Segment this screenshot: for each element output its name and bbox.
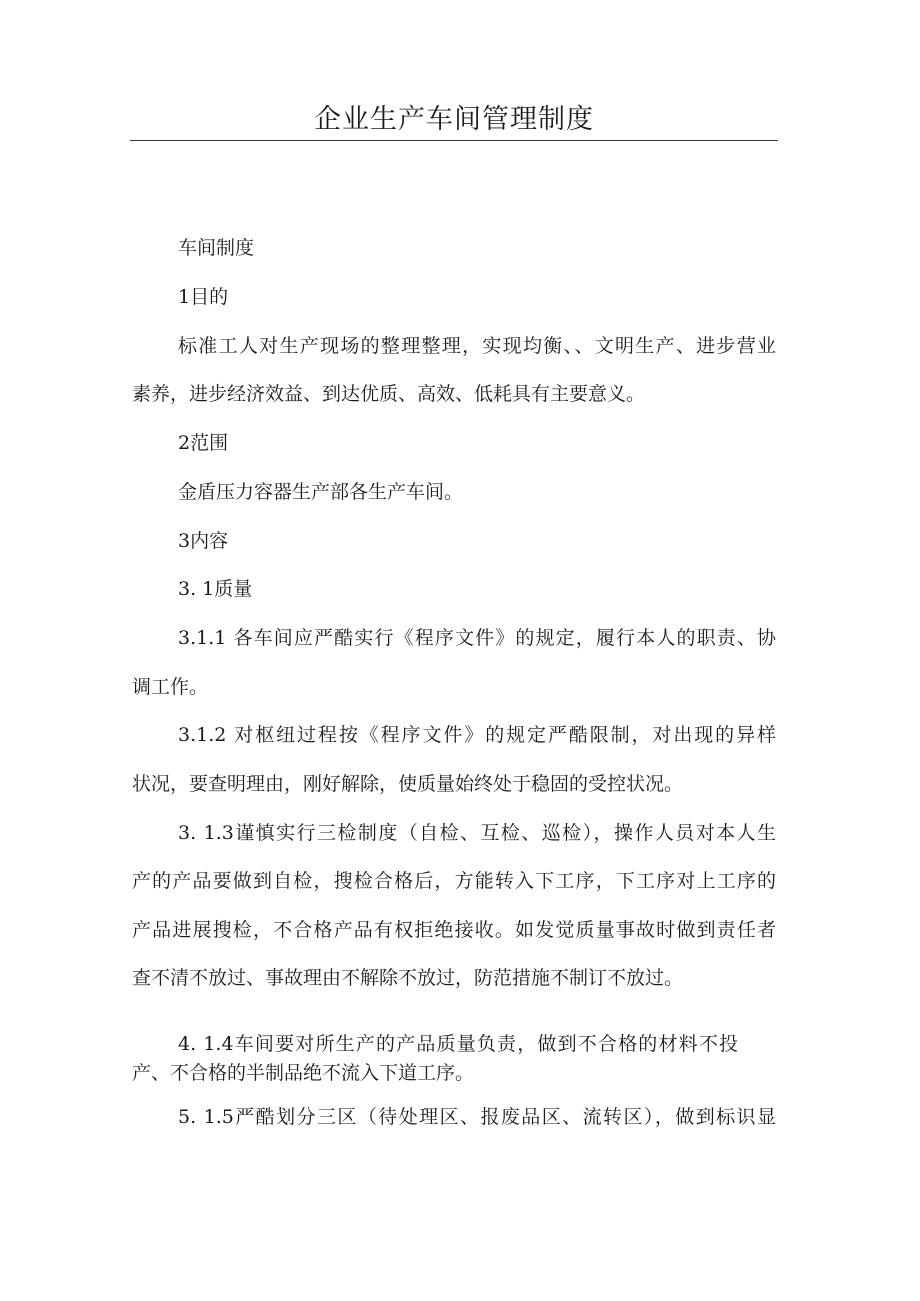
- paragraph-line: 4. 1.4车间要对所生产的产品质量负责，做到不合格的材料不投: [178, 1033, 738, 1055]
- page-title: 企业生产车间管理制度: [314, 104, 594, 135]
- paragraph-line: 标准工人对生产现场的整理整理，实现均衡、、文明生产、进步营业: [178, 335, 776, 357]
- paragraph-line: 产、不合格的半制品绝不流入下道工序。: [132, 1062, 475, 1084]
- paragraph-line: 调工作。: [132, 676, 209, 698]
- paragraph-line: 产的产品要做到自检，搜检合格后，方能转入下工序，下工序对上工序的: [132, 870, 776, 892]
- section-2-heading: 2范围: [178, 432, 229, 454]
- paragraph-line: 金盾压力容器生产部各生产车间。: [178, 481, 464, 503]
- paragraph-line: 3.1.2 对枢纽过程按《程序文件》的规定严酷限制，对出现的异样: [178, 724, 776, 746]
- subsection-heading: 3. 1质量: [178, 578, 253, 600]
- paragraph-line: 素养，进步经济效益、到达优质、高效、低耗具有主要意义。: [132, 383, 646, 405]
- paragraph-line: 状况，要查明理由，刚好解除，使质量始终处于稳固的受控状况。: [132, 773, 684, 795]
- paragraph-line: 5. 1.5严酷划分三区（待处理区、报废品区、流转区），做到标识显: [178, 1106, 776, 1128]
- title-divider: [130, 140, 778, 141]
- section-heading: 车间制度: [178, 237, 255, 259]
- paragraph-line: 查不清不放过、事故理由不解除不放过，防范措施不制订不放过。: [132, 967, 684, 989]
- section-1-heading: 1目的: [178, 286, 229, 308]
- paragraph-line: 3.1.1 各车间应严酷实行《程序文件》的规定，履行本人的职责、协: [178, 627, 776, 649]
- section-3-heading: 3内容: [178, 530, 229, 552]
- paragraph-line: 产品进展搜检，不合格产品有权拒绝接收。如发觉质量事故时做到责任者: [132, 919, 776, 941]
- paragraph-line: 3. 1.3谨慎实行三检制度（自检、互检、巡检），操作人员对本人生: [178, 822, 776, 844]
